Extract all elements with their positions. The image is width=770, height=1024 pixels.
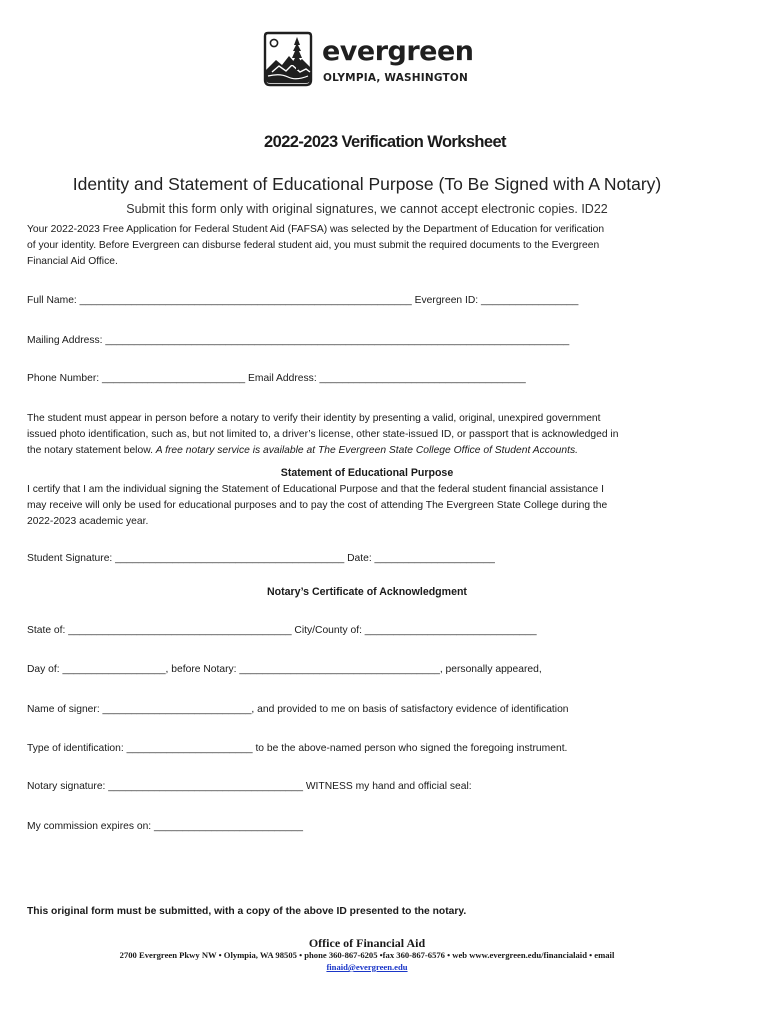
- footer-email-link[interactable]: finaid@evergreen.edu: [326, 962, 408, 972]
- submission-requirement: This original form must be submitted, with a copy of the above ID presented to the notary.: [27, 906, 467, 917]
- identification-type-field[interactable]: Type of identification: ______________________ to be the above-named person who signed the foregoing instrument.: [27, 743, 568, 754]
- intro-line: Your 2022-2023 Free Application for Federal Student Aid (FAFSA) was selected by the Department of Education for verification: [27, 224, 605, 235]
- notary-line-plain: the notary statement below.: [27, 445, 156, 456]
- student-signature-field[interactable]: Student Signature: ________________________________________ Date: _____________________: [27, 553, 495, 564]
- notary-line: issued photo identification, such as, but not limited to, a driver’s license, other state-issued ID, or passport that is acknowledged in: [27, 429, 619, 440]
- signer-name-field[interactable]: Name of signer: __________________________, and provided to me on basis of satisfactory evidence of identification: [27, 704, 569, 715]
- statement-line: 2022-2023 academic year.: [27, 516, 149, 527]
- commission-expiry-field[interactable]: My commission expires on: __________________________: [27, 821, 303, 832]
- notary-line: [27, 443, 717, 459]
- statement-paragraph: [27, 482, 717, 530]
- full-name-field[interactable]: Full Name: __________________________________________________________ Evergreen ID: _________________: [27, 295, 579, 306]
- statement-heading: Statement of Educational Purpose: [280, 467, 454, 479]
- statement-line: may receive will only be used for educational purposes and to pay the cost of attending The Evergreen State College during the: [27, 500, 608, 511]
- notary-line: The student must appear in person before a notary to verify their identity by presenting a valid, original, unexpired government: [27, 413, 601, 424]
- footer-office-name: Office of Financial Aid: [308, 936, 426, 950]
- notary-requirement-paragraph: [27, 411, 717, 459]
- intro-paragraph: [27, 222, 717, 270]
- logo-location: OLYMPIA, WASHINGTON: [323, 72, 468, 84]
- free-notary-note: A free notary service is available at The Evergreen State College Office of Student Accounts.: [155, 445, 578, 456]
- intro-line: Financial Aid Office.: [27, 256, 118, 267]
- footer-address: 2700 Evergreen Pkwy NW • Olympia, WA 98505 • phone 360-867-6205 •fax 360-867-6576 • web www.evergreen.edu/financialaid • email: [119, 950, 615, 960]
- phone-email-field[interactable]: Phone Number: _________________________ Email Address: ____________________________________: [27, 373, 526, 384]
- form-subtitle: Identity and Statement of Educational Purpose (To Be Signed with A Notary): [72, 174, 662, 194]
- intro-line: of your identity. Before Evergreen can disburse federal student aid, you must submit the required documents to the Evergreen: [27, 240, 600, 251]
- statement-line: I certify that I am the individual signing the Statement of Educational Purpose and that the federal student financial assistance I: [27, 484, 604, 495]
- notary-certificate-heading: Notary’s Certificate of Acknowledgment: [267, 586, 467, 598]
- evergreen-tree-logo-icon: [262, 30, 314, 88]
- state-city-field[interactable]: State of: _______________________________________ City/County of: ______________________________: [27, 625, 537, 636]
- page-title: 2022-2023 Verification Worksheet: [264, 133, 506, 151]
- submission-notice: Submit this form only with original signatures, we cannot accept electronic copies. ID22: [126, 202, 608, 216]
- logo-wordmark: evergreen: [322, 36, 474, 67]
- evergreen-logo: [262, 30, 512, 90]
- day-notary-field[interactable]: Day of: __________________, before Notary: ___________________________________, personally appeared,: [27, 664, 542, 675]
- notary-signature-field[interactable]: Notary signature: __________________________________ WITNESS my hand and official seal:: [27, 781, 472, 792]
- mailing-address-field[interactable]: Mailing Address: _________________________________________________________________________________: [27, 335, 570, 346]
